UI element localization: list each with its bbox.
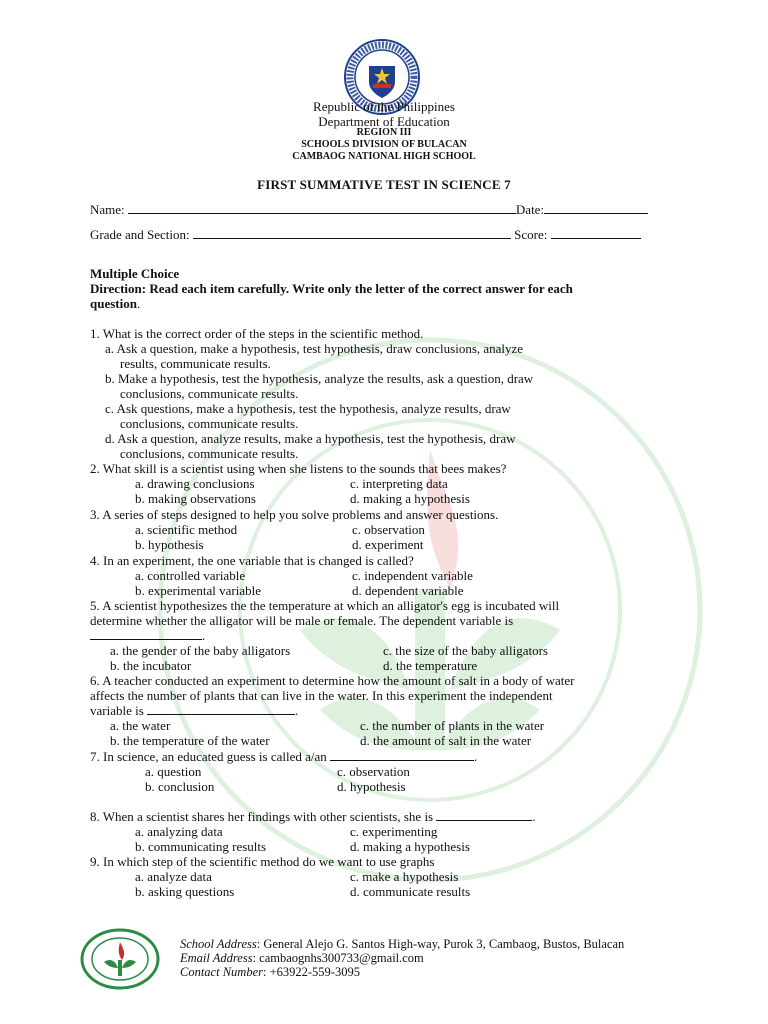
- direction-line-1: Direction: Read each item carefully. Write only the letter of the correct answer for each: [90, 281, 573, 296]
- q1-option-d-line2: conclusions, communicate results.: [120, 446, 299, 461]
- q6-option-b: b. the temperature of the water: [110, 733, 270, 748]
- q7-option-b: b. conclusion: [145, 779, 215, 794]
- email-value[interactable]: : cambaognhs300733@gmail.com: [252, 951, 424, 965]
- question-6-line1: 6. A teacher conducted an experiment to determine how the amount of salt in a body of water: [90, 673, 575, 688]
- school-line: CAMBAOG NATIONAL HIGH SCHOOL: [292, 151, 476, 162]
- q6-option-d: d. the amount of salt in the water: [360, 733, 532, 748]
- q6-option-a: a. the water: [110, 718, 171, 733]
- q7-option-a: a. question: [145, 764, 202, 779]
- q4-option-c: c. independent variable: [352, 568, 473, 583]
- q2-option-c: c. interpreting data: [350, 476, 448, 491]
- contact-label: Contact Number: [180, 965, 263, 979]
- q8-option-d: d. making a hypothesis: [350, 839, 470, 854]
- school-logo-icon: [80, 928, 160, 990]
- grade-label: Grade and Section:: [90, 227, 190, 242]
- q4-option-d: d. dependent variable: [352, 583, 464, 598]
- score-label: Score:: [514, 227, 548, 242]
- q6-option-c: c. the number of plants in the water: [360, 718, 545, 733]
- question-5-line2: determine whether the alligator will be male or female. The dependent variable is: [90, 613, 514, 628]
- q5-period: .: [202, 628, 206, 643]
- footer-address: [180, 937, 624, 951]
- q1-option-c-line1: c. Ask questions, make a hypothesis, test the hypothesis, analyze results, draw: [105, 401, 511, 416]
- q8-answer-blank[interactable]: [436, 809, 532, 821]
- question-5-line3: [90, 628, 205, 643]
- footer-email: [180, 951, 424, 965]
- q8-option-c: c. experimenting: [350, 824, 438, 839]
- q3-option-d: d. experiment: [352, 537, 424, 552]
- question-3: 3. A series of steps designed to help you solve problems and answer questions.: [90, 507, 499, 522]
- q2-option-a: a. drawing conclusions: [135, 476, 255, 491]
- q8-option-b: b. communicating results: [135, 839, 267, 854]
- q7-answer-blank[interactable]: [330, 749, 474, 761]
- question-8: [90, 809, 536, 824]
- q1-option-b-line1: b. Make a hypothesis, test the hypothesis, analyze the results, ask a question, draw: [105, 371, 534, 386]
- q5-option-d: d. the temperature: [383, 658, 478, 673]
- q4-option-a: a. controlled variable: [135, 568, 246, 583]
- email-label: Email Address: [180, 951, 253, 965]
- question-4: 4. In an experiment, the one variable that is changed is called?: [90, 553, 414, 568]
- q2-option-d: d. making a hypothesis: [350, 491, 470, 506]
- q8-period: .: [532, 809, 536, 824]
- name-label: Name:: [90, 202, 125, 217]
- direction-period: .: [136, 296, 141, 311]
- date-label: Date:: [515, 202, 545, 217]
- q9-option-c: c. make a hypothesis: [350, 869, 459, 884]
- direction-line-2: [90, 296, 140, 311]
- q5-option-a: a. the gender of the baby alligators: [110, 643, 291, 658]
- q9-option-a: a. analyze data: [135, 869, 212, 884]
- date-blank[interactable]: [544, 202, 648, 214]
- q6-variable-label: variable is: [90, 703, 144, 718]
- contact-value: : +63922-559-3095: [262, 965, 360, 979]
- q6-answer-blank[interactable]: [147, 703, 295, 715]
- q7-option-c: c. observation: [337, 764, 410, 779]
- question-7: [90, 749, 477, 764]
- section-heading: Multiple Choice: [90, 266, 180, 281]
- direction-line-2-text: question: [90, 296, 137, 311]
- q1-option-d-line1: d. Ask a question, analyze results, make a hypothesis, test the hypothesis, draw: [105, 431, 516, 446]
- q6-period: .: [295, 703, 299, 718]
- question-2: 2. What skill is a scientist using when she listens to the sounds that bees makes?: [90, 461, 507, 476]
- q8-option-a: a. analyzing data: [135, 824, 223, 839]
- grade-blank[interactable]: [193, 227, 511, 239]
- q5-option-c: c. the size of the baby alligators: [383, 643, 548, 658]
- name-field[interactable]: [90, 202, 648, 217]
- score-blank[interactable]: [551, 227, 641, 239]
- question-1: 1. What is the correct order of the steps in the scientific method.: [90, 326, 424, 341]
- question-5-line1: 5. A scientist hypothesizes the the temperature at which an alligator's egg is incubated will: [90, 598, 560, 613]
- address-label: School Address: [180, 937, 257, 951]
- region-line: REGION III: [356, 127, 412, 138]
- division-line: SCHOOLS DIVISION OF BULACAN: [301, 139, 467, 150]
- footer-contact: [180, 965, 360, 979]
- q7-option-d: d. hypothesis: [337, 779, 406, 794]
- question-9: 9. In which step of the scientific method do we want to use graphs: [90, 854, 435, 869]
- test-title: FIRST SUMMATIVE TEST IN SCIENCE 7: [257, 177, 511, 192]
- q2-option-b: b. making observations: [135, 491, 256, 506]
- republic-line: Republic of the Philippines: [313, 99, 455, 114]
- q3-option-c: c. observation: [352, 522, 425, 537]
- address-value: : General Alejo G. Santos High-way, Purok 3, Cambaog, Bustos, Bulacan: [256, 937, 625, 951]
- name-blank[interactable]: [128, 202, 516, 214]
- q1-option-c-line2: conclusions, communicate results.: [120, 416, 299, 431]
- question-6-line3: [90, 703, 298, 718]
- q7-period: .: [474, 749, 478, 764]
- q3-option-a: a. scientific method: [135, 522, 238, 537]
- q1-option-a-line1: a. Ask a question, make a hypothesis, test hypothesis, draw conclusions, analyze: [105, 341, 524, 356]
- q4-option-b: b. experimental variable: [135, 583, 261, 598]
- q7-text: 7. In science, an educated guess is called a/an: [90, 749, 327, 764]
- q9-option-b: b. asking questions: [135, 884, 235, 899]
- q1-option-b-line2: conclusions, communicate results.: [120, 386, 299, 401]
- q3-option-b: b. hypothesis: [135, 537, 204, 552]
- department-line: Department of Education: [318, 114, 450, 129]
- q1-option-a-line2: results, communicate results.: [120, 356, 271, 371]
- q5-answer-blank[interactable]: [90, 628, 202, 640]
- grade-section-field[interactable]: [90, 227, 641, 242]
- q8-text: 8. When a scientist shares her findings with other scientists, she is: [90, 809, 434, 824]
- q5-option-b: b. the incubator: [110, 658, 192, 673]
- question-6-line2: affects the number of plants that can live in the water. In this experiment the independent: [90, 688, 553, 703]
- q9-option-d: d. communicate results: [350, 884, 471, 899]
